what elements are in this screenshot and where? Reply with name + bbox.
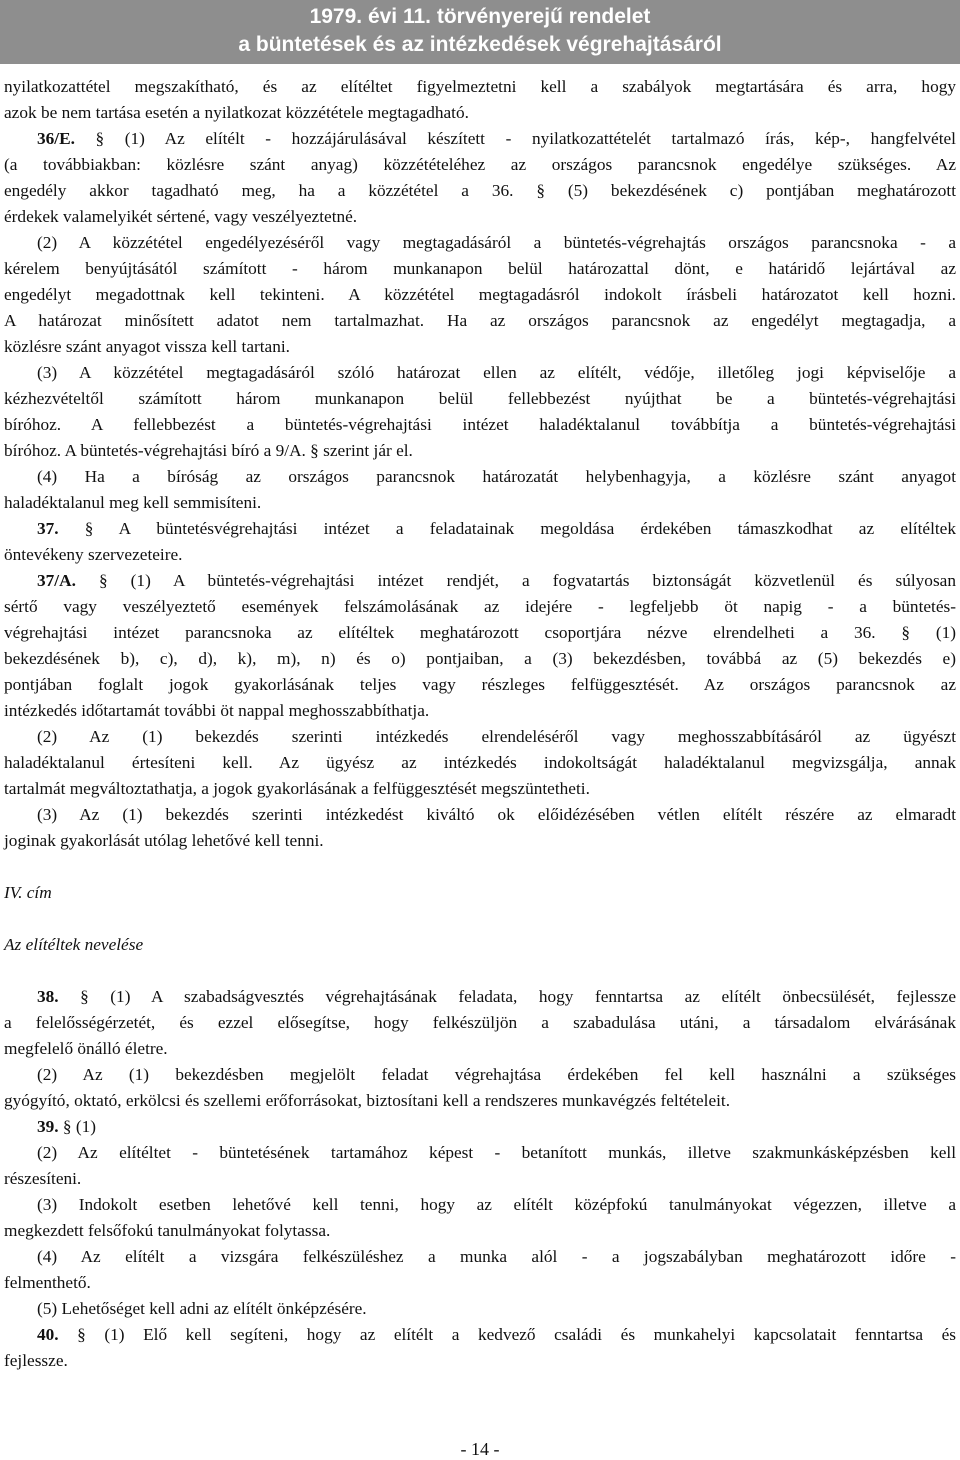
text-line: (4) Az elítélt a vizsgára felkészüléshez a munka alól - a jogszabályban meghatározott időre - bbox=[37, 1247, 956, 1266]
text-line: megkezdett felsőfokú tanulmányokat folytassa. bbox=[4, 1221, 331, 1240]
text-line: (2) Az (1) bekezdésben megjelölt feladat végrehajtása érdekében fel kell használni a szükséges bbox=[37, 1065, 956, 1084]
text-line: (3) Indokolt esetben lehetővé kell tenni, hogy az elítélt középfokú tanulmányokat végezzen, illetve a bbox=[37, 1195, 956, 1214]
text-line: (2) Az elítéltet - büntetésének tartamához képest - betanított munkás, illetve szakmunkásképzésben kell bbox=[37, 1143, 956, 1162]
text-line: 37/A. § (1) A büntetés-végrehajtási intézet rendjét, a fogvatartás biztonságát közvetlenül és súlyosan bbox=[37, 571, 956, 590]
text-line: fejlessze. bbox=[4, 1351, 68, 1370]
text-line: joginak gyakorlását utólag lehetővé kell tenni. bbox=[4, 831, 324, 850]
text-line: öntevékeny szervezeteire. bbox=[4, 545, 183, 564]
paragraph-p1 bbox=[4, 126, 956, 230]
text-line: (2) Az (1) bekezdés szerinti intézkedés elrendeléséről vagy meghosszabbításáról az ügyészt bbox=[37, 727, 956, 746]
text-line: felmenthető. bbox=[4, 1273, 91, 1292]
document-body bbox=[0, 74, 960, 1374]
text-line: a felelősségérzetét, és ezzel elősegítse, hogy felkészüljön a szabadulása utáni, a társadalom elvárásának bbox=[4, 1013, 956, 1032]
text-line: haladéktalanul meg kell semmisíteni. bbox=[4, 493, 262, 512]
paragraph-p11 bbox=[4, 1114, 956, 1140]
text-line: kérelem benyújtásától számított - három munkanapon belül határozattal dönt, e határidő lejártával az bbox=[4, 259, 956, 278]
text-line: engedélyt megadottnak kell tekinteni. A közzététel megtagadásról indokolt írásbeli határozatot kell hozni. bbox=[4, 285, 956, 304]
text-line: (4) Ha a bíróság az országos parancsnok határozatát helybenhagyja, a közlésre szánt anyagot bbox=[37, 467, 956, 486]
paragraph-p3 bbox=[4, 360, 956, 464]
text-line: 40. § (1) Elő kell segíteni, hogy az elítélt a kedvező családi és munkahelyi kapcsolatait fenntartsa és bbox=[37, 1325, 956, 1344]
section-spacer bbox=[0, 854, 960, 880]
paragraph-p13 bbox=[4, 1192, 956, 1244]
section-title: Az elítéltek nevelése bbox=[4, 935, 144, 954]
text-line: intézkedés időtartamát további öt nappal meghosszabbíthatja. bbox=[4, 701, 430, 720]
text-line: 38. § (1) A szabadságvesztés végrehajtásának feladata, hogy fenntartsa az elítélt önbecsülését, fejlessze bbox=[37, 987, 956, 1006]
paragraph-p6 bbox=[4, 568, 956, 724]
text-line: 37. § A büntetésvégrehajtási intézet a feladatainak megoldása érdekében támaszkodhat az elítéltek bbox=[37, 519, 956, 538]
text-line: (5) Lehetőséget kell adni az elítélt önképzésére. bbox=[37, 1299, 367, 1318]
page-number: - 14 - bbox=[460, 1439, 500, 1459]
text-line: sértő vagy veszélyeztető események felszámolásának az idejére - legfeljebb öt napig - a büntetés- bbox=[4, 597, 956, 616]
document-header bbox=[0, 0, 960, 64]
text-line: megfelelő önálló életre. bbox=[4, 1039, 168, 1058]
text-line: 39. § (1) bbox=[37, 1117, 97, 1136]
text-line: végrehajtási intézet parancsnoka az elítéltek meghatározott csoportjára nézve elrendelheti a 36. § (1) bbox=[4, 623, 956, 642]
text-line: közlésre szánt anyagot vissza kell tartani. bbox=[4, 337, 290, 356]
paragraph-p12 bbox=[4, 1140, 956, 1192]
text-line: (3) A közzététel megtagadásáról szóló határozat ellen az elítélt, védője, illetőleg jogi képviselője a bbox=[37, 363, 956, 382]
paragraph-p8 bbox=[4, 802, 956, 854]
text-line: pontjában foglalt jogok gyakorlásának teljes vagy részleges felfüggesztését. Az országos parancsnok az bbox=[4, 675, 956, 694]
text-line: tartalmát megváltoztathatja, a jogok gyakorlásának a felfüggesztését megszüntetheti. bbox=[4, 779, 590, 798]
text-line: azok be nem tartása esetén a nyilatkozat közzététele megtagadható. bbox=[4, 103, 469, 122]
text-line: kézhezvételtől számított három munkanapon belül fellebbezést nyújthat be a büntetés-végrehajtási bbox=[4, 389, 956, 408]
paragraph-p5 bbox=[4, 516, 956, 568]
header-title-line-1: 1979. évi 11. törvényerejű rendelet bbox=[309, 5, 651, 28]
section-spacer bbox=[0, 958, 960, 984]
paragraph-p2 bbox=[4, 230, 956, 360]
header-title-line-2: a büntetések és az intézkedések végrehajtásáról bbox=[238, 33, 722, 56]
section-spacer bbox=[0, 906, 960, 932]
text-line: részesíteni. bbox=[4, 1169, 82, 1188]
text-line: 36/E. § (1) Az elítélt - hozzájárulásával készített - nyilatkozattételét tartalmazó írás, kép-, hangfelvétel bbox=[37, 129, 956, 148]
text-line: (2) A közzététel engedélyezéséről vagy megtagadásáról a büntetés-végrehajtás országos parancsnoka - a bbox=[37, 233, 956, 252]
text-line: (3) Az (1) bekezdés szerinti intézkedést kiváltó ok előidézésében vétlen elítélt részére az elmaradt bbox=[37, 805, 956, 824]
paragraph-p16 bbox=[4, 1322, 956, 1374]
text-line: bíróhoz. A fellebbezést a büntetés-végrehajtási intézet haladéktalanul továbbítja a büntetés-végrehajtási bbox=[4, 415, 956, 434]
paragraph-p10 bbox=[4, 1062, 956, 1114]
paragraph-p9 bbox=[4, 984, 956, 1062]
paragraph-p14 bbox=[4, 1244, 956, 1296]
text-line: gyógyító, oktató, erkölcsi és szellemi erőforrásokat, biztosítani kell a rendszeres munkavégzés feltételeit. bbox=[4, 1091, 731, 1110]
text-line: érdekek valamelyikét sértené, vagy veszélyeztetné. bbox=[4, 207, 358, 226]
text-line: bekezdésének b), c), d), k), m), n) és o) pontjaiban, a (3) bekezdésben, továbbá az (5) bekezdés e) bbox=[4, 649, 956, 668]
section-heading: IV. cím bbox=[4, 883, 52, 902]
text-line: (a továbbiakban: közlésre szánt anyag) közzétételéhez az országos parancsnok engedélye szükséges. Az bbox=[4, 155, 956, 174]
text-line: A határozat minősített adatot nem tartalmazhat. Ha az országos parancsnok az engedélyt megtagadja, a bbox=[4, 311, 956, 330]
paragraph-p4 bbox=[4, 464, 956, 516]
text-line: haladéktalanul értesíteni kell. Az ügyész az intézkedés indokoltságát haladéktalanul megvizsgálja, annak bbox=[4, 753, 956, 772]
paragraph-p0 bbox=[4, 74, 956, 126]
text-line: nyilatkozattétel megszakítható, és az elítéltet figyelmeztetni kell a szabályok megtartására és arra, hogy bbox=[4, 77, 956, 96]
text-line: bíróhoz. A büntetés-végrehajtási bíró a 9/A. § szerint jár el. bbox=[4, 441, 413, 460]
paragraph-p15 bbox=[4, 1296, 956, 1322]
paragraph-p7 bbox=[4, 724, 956, 802]
text-line: engedély akkor tagadható meg, ha a közzététel a 36. § (5) bekezdésének c) pontjában meghatározott bbox=[4, 181, 956, 200]
